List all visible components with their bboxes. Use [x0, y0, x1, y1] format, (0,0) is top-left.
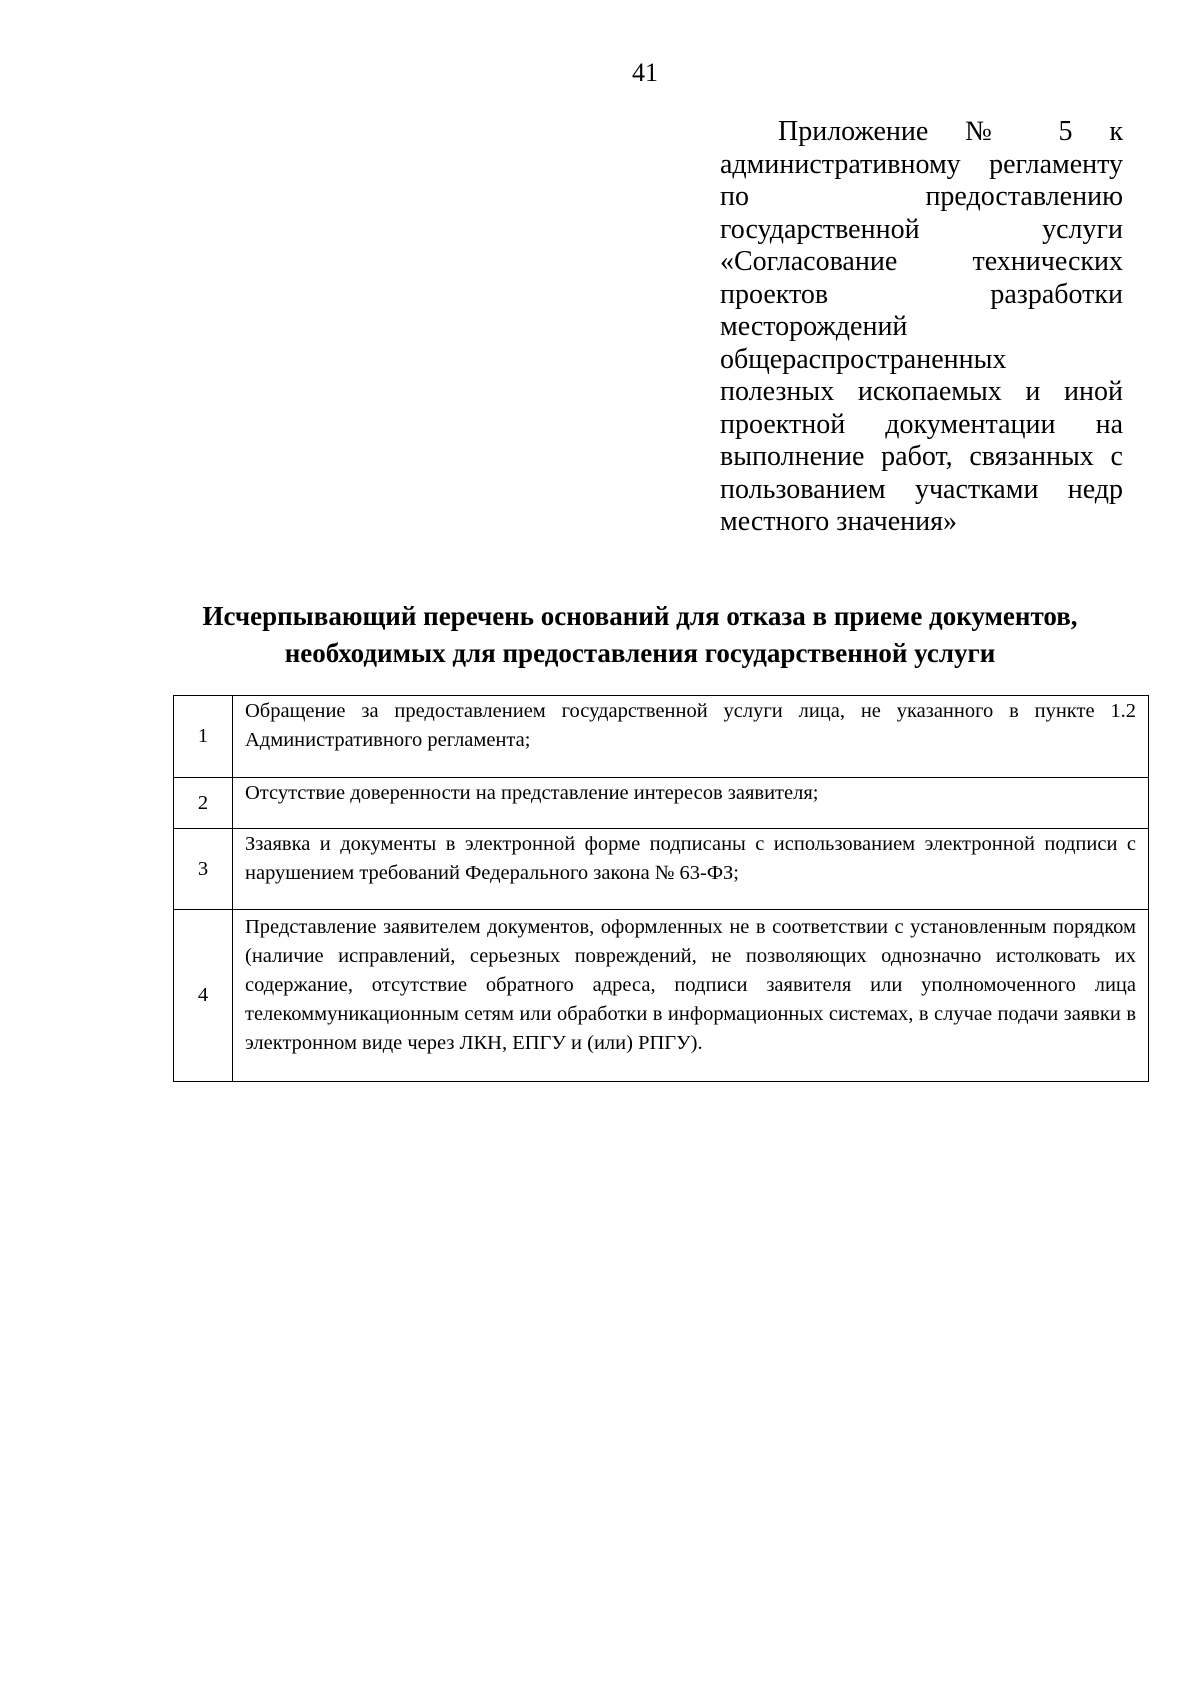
row-number: 2: [174, 778, 233, 829]
row-text: Обращение за предоставлением государственной услуги лица, не указанного в пункте 1.2 Административного регламента;: [233, 696, 1149, 778]
table-row: [174, 910, 1149, 1082]
title-line-2: необходимых для предоставления государственной услуги: [284, 638, 996, 668]
appendix-header: Приложение № 5 к административному регламенту по предоставлению государственной услуги «Согласование технических проектов разработки месторождений общераспространенных полезных ископаемых и иной проектной документации на выполнение работ, связанных с пользованием участками недр местного значения»: [720, 116, 1123, 537]
row-text: Представление заявителем документов, оформленных не в соответствии с установленным порядком (наличие исправлений, серьезных повреждений, не позволяющих однозначно истолковать их содержание, отсутствие обратного адреса, подписи заявителя или уполномоченного лица телекоммуникационным сетям или обработки в информационных системах, в случае подачи заявки в электронном виде через ЛКН, ЕПГУ и (или) РПГУ).: [233, 910, 1149, 1082]
table-row: [174, 829, 1149, 910]
page-number: 41: [632, 58, 658, 87]
title-line-1: Исчерпывающий перечень оснований для отказа в приеме документов,: [202, 601, 1078, 631]
table-row: [174, 696, 1149, 778]
table-row: [174, 778, 1149, 829]
document-title: [160, 598, 1120, 672]
row-number: 4: [174, 910, 233, 1082]
row-text: Ззаявка и документы в электронной форме подписаны с использованием электронной подписи с нарушением требований Федерального закона № 63-ФЗ;: [233, 829, 1149, 910]
row-number: 3: [174, 829, 233, 910]
grounds-table: [173, 695, 1149, 1082]
row-number: 1: [174, 696, 233, 778]
row-text: Отсутствие доверенности на представление интересов заявителя;: [233, 778, 1149, 829]
